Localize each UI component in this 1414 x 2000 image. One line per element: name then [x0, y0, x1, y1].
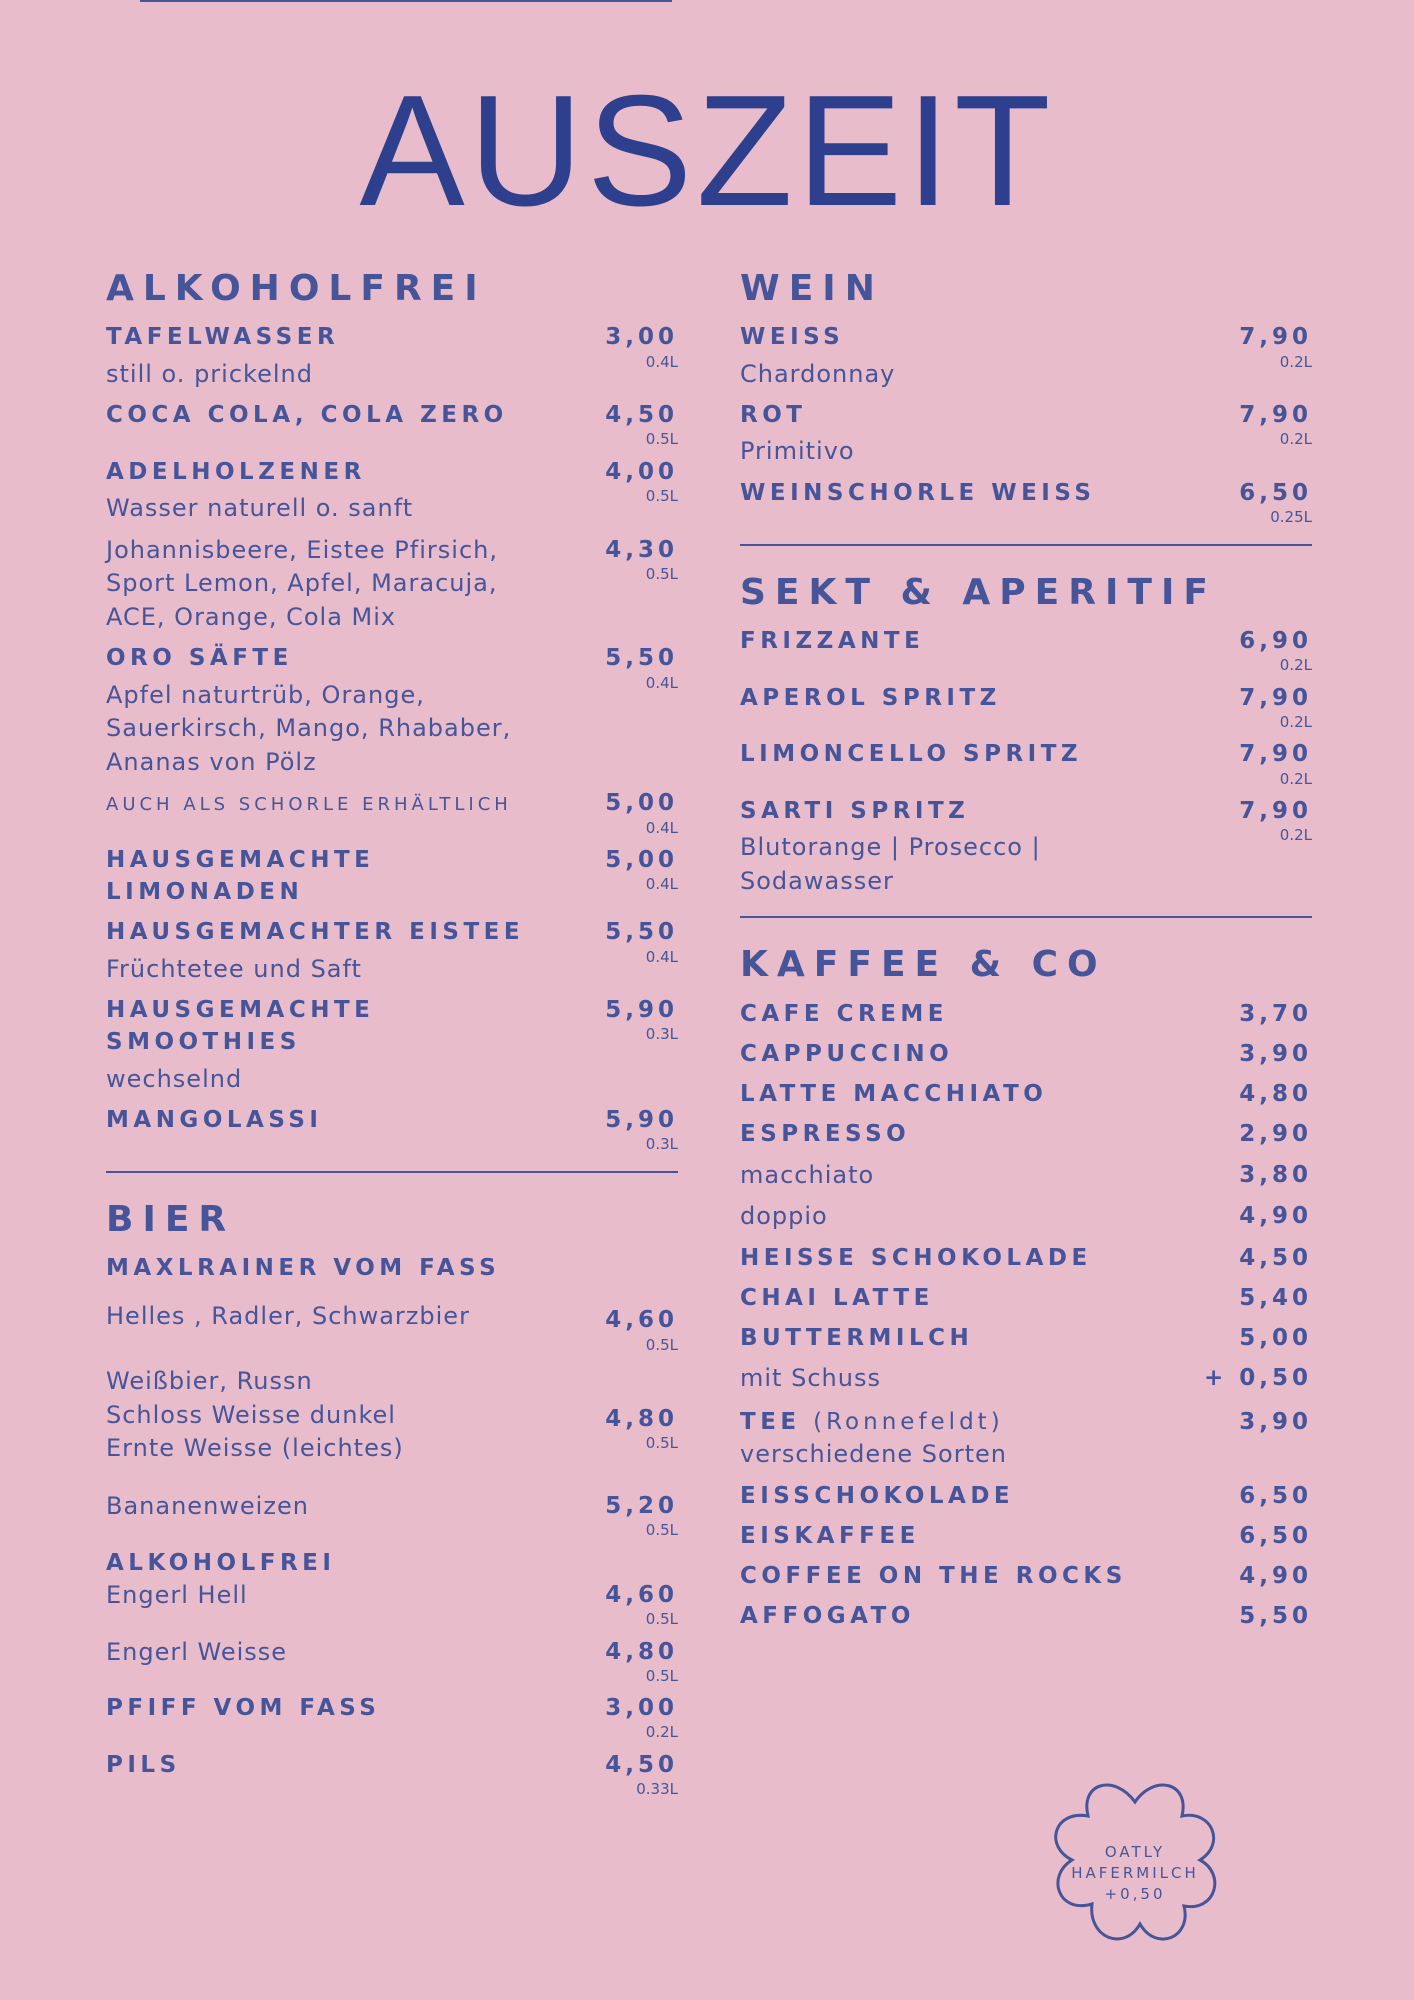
item-name: ADELHOLZENER [106, 458, 366, 485]
item-desc: Chardonnay [740, 359, 896, 388]
item-text [740, 1520, 1202, 1552]
item-price-block [1202, 1242, 1312, 1274]
menu-item-engerl-weisse [106, 1636, 678, 1685]
menu-item-engerl-hell [106, 1579, 678, 1628]
item-price: 3,90 [1239, 1041, 1312, 1068]
top-divider-line [140, 0, 672, 2]
item-name: LATTE MACCHIATO [740, 1081, 1048, 1108]
menu-item [740, 321, 1312, 391]
menu-item [740, 1520, 1312, 1552]
item-volume: 0.4L [645, 947, 678, 966]
item-desc: Blutorange | Prosecco | Sodawasser [740, 833, 1041, 895]
item-desc: Apfel naturtrüb, Orange, Sauerkirsch, Mango, Rhababer, Ananas von Pölz [106, 680, 512, 776]
item-name: FRIZZANTE [740, 628, 925, 655]
item-desc: Bananenweizen [106, 1491, 309, 1520]
item-price: 5,00 [605, 790, 678, 817]
menu-item [740, 399, 1312, 469]
item-name: HAUSGEMACHTE LIMONADEN [106, 847, 375, 906]
item-desc: still o. prickelnd [106, 359, 313, 388]
item-text [740, 795, 1202, 898]
item-name: EISKAFFEE [740, 1522, 920, 1549]
item-price-block [568, 916, 678, 965]
item-price: 6,50 [1239, 1482, 1312, 1509]
bier-subtitle-alkoholfrei: ALKOHOLFREI [106, 1549, 336, 1576]
divider-alkoholfrei [106, 1171, 678, 1173]
item-price-block [1202, 477, 1312, 526]
item-name: WEISS [740, 324, 845, 351]
item-price-block [1202, 1038, 1312, 1070]
item-text [740, 1362, 1202, 1396]
section-title-alkoholfrei: ALKOHOLFREI [106, 268, 487, 309]
item-price: 5,50 [1239, 1603, 1312, 1630]
item-price: 6,90 [1239, 628, 1312, 655]
item-price-block [1202, 682, 1312, 731]
item-name: WEINSCHORLE WEISS [740, 479, 1096, 506]
item-volume: 0.2L [1279, 769, 1312, 788]
item-price: 3,70 [1239, 1000, 1312, 1027]
item-desc: verschiedene Sorten [740, 1440, 1007, 1469]
item-text [740, 1480, 1202, 1512]
item-volume: 0.2L [1279, 656, 1312, 675]
item-price-block [1202, 1520, 1312, 1552]
item-text [740, 998, 1202, 1030]
menu-item [740, 738, 1312, 787]
item-price: 4,60 [605, 1307, 678, 1334]
item-name: EISSCHOKOLADE [740, 1482, 1015, 1509]
item-desc: Ernte Weisse (leichtes) [106, 1434, 404, 1463]
item-price: 7,90 [1239, 684, 1312, 711]
item-text [740, 625, 1202, 657]
item-name: TAFELWASSER [106, 324, 340, 351]
item-text [740, 682, 1202, 714]
item-text [106, 534, 568, 635]
item-text [740, 321, 1202, 391]
item-desc: Engerl Weisse [106, 1637, 288, 1666]
item-text [740, 1078, 1202, 1110]
item-desc: macchiato [740, 1160, 875, 1189]
item-name: PFIFF VOM FASS [106, 1695, 381, 1722]
menu-item [740, 998, 1312, 1030]
item-price-block [1202, 625, 1312, 674]
item-name: CAFE CREME [740, 1000, 949, 1027]
item-name: ESPRESSO [740, 1121, 911, 1148]
item-price-block [1202, 1078, 1312, 1110]
item-price-block [568, 456, 678, 505]
menu-item [740, 477, 1312, 526]
item-volume: 0.5L [645, 1521, 678, 1540]
item-price: 2,90 [1239, 1121, 1312, 1148]
divider-sekt [740, 916, 1312, 918]
menu-item [740, 1200, 1312, 1234]
item-text [740, 1560, 1202, 1592]
item-price: 7,90 [1239, 798, 1312, 825]
item-price: 5,40 [1239, 1284, 1312, 1311]
oatly-note [1050, 1842, 1220, 1905]
item-name: ROT [740, 402, 807, 429]
menu-item [106, 994, 678, 1096]
item-brand: (Ronnefeldt) [813, 1408, 1004, 1435]
item-price: 5,00 [1239, 1325, 1312, 1352]
item-name: CAPPUCCINO [740, 1041, 954, 1068]
item-desc: doppio [740, 1202, 828, 1231]
menu-item [106, 844, 678, 908]
bier-subtitle-fass: MAXLRAINER VOM FASS [106, 1255, 501, 1282]
item-text [740, 399, 1202, 469]
menu-item-weissbier [106, 1365, 678, 1466]
item-name: APEROL SPRITZ [740, 684, 1001, 711]
item-desc: Weißbier, Russn [106, 1367, 313, 1396]
item-text [740, 1600, 1202, 1632]
item-desc: Engerl Hell [106, 1580, 248, 1609]
item-price-block [568, 399, 678, 448]
brand-title: AUSZEIT [359, 63, 1055, 239]
item-volume: 0.5L [645, 430, 678, 449]
item-text [740, 477, 1202, 509]
menu-item [740, 682, 1312, 731]
alkoholfrei-list [106, 321, 678, 1153]
divider-wein [740, 544, 1312, 546]
menu-item [106, 1104, 678, 1153]
item-desc: Schloss Weisse dunkel [106, 1400, 396, 1429]
item-name: SARTI SPRITZ [740, 798, 970, 825]
menu-item-bananenweizen [106, 1490, 678, 1539]
item-price: 4,90 [1239, 1203, 1312, 1230]
item-price-block [568, 994, 678, 1043]
item-desc: Primitivo [740, 437, 855, 466]
item-name: COFFEE ON THE ROCKS [740, 1563, 1127, 1590]
menu-item [740, 625, 1312, 674]
item-price: 4,60 [605, 1581, 678, 1608]
item-volume: 0.5L [645, 487, 678, 506]
item-name: MANGOLASSI [106, 1107, 323, 1134]
item-price: 6,50 [1239, 479, 1312, 506]
item-volume: 0.2L [1279, 712, 1312, 731]
item-price: 5,20 [605, 1492, 678, 1519]
kaffee-list [740, 998, 1312, 1396]
item-text [740, 1118, 1202, 1150]
item-name: ORO SÄFTE [106, 645, 293, 672]
item-volume: 0.4L [645, 352, 678, 371]
menu-item [740, 1560, 1312, 1592]
item-text [106, 642, 568, 779]
menu-item [106, 787, 678, 836]
menu-item [740, 1078, 1312, 1110]
item-volume: 0.2L [645, 1723, 678, 1742]
item-volume: 0.33L [636, 1780, 678, 1799]
item-price: 6,50 [1239, 1522, 1312, 1549]
item-price-block [1202, 1560, 1312, 1592]
item-volume: 0.2L [1279, 430, 1312, 449]
item-price-block [1202, 1600, 1312, 1632]
item-name: LIMONCELLO SPRITZ [740, 741, 1083, 768]
section-title-sekt: SEKT & APERITIF [740, 571, 1217, 613]
menu-item [106, 321, 678, 391]
item-text [740, 1038, 1202, 1070]
item-price: 7,90 [1239, 741, 1312, 768]
menu-item [740, 1038, 1312, 1070]
section-title-bier: BIER [106, 1198, 236, 1240]
menu-item [740, 1282, 1312, 1314]
menu-item-helles [106, 1294, 678, 1353]
kaffee-list-2 [740, 1480, 1312, 1633]
item-name: HAUSGEMACHTE SMOOTHIES [106, 997, 375, 1056]
item-text [106, 916, 568, 986]
menu-item [740, 1322, 1312, 1354]
item-note: AUCH ALS SCHORLE ERHÄLTLICH [106, 794, 512, 816]
item-price-block [1202, 1159, 1312, 1191]
item-text [106, 399, 568, 431]
item-price-block [568, 642, 678, 691]
item-name: HAUSGEMACHTER EISTEE [106, 919, 525, 946]
menu-item [106, 534, 678, 635]
item-volume: 0.5L [645, 1666, 678, 1685]
item-text [740, 1242, 1202, 1274]
item-price: 4,80 [605, 1406, 678, 1433]
item-volume: 0.5L [645, 564, 678, 583]
item-volume: 0.2L [1279, 352, 1312, 371]
item-price-block [1202, 1362, 1312, 1394]
item-price-block [568, 844, 678, 893]
item-volume: 0.4L [645, 818, 678, 837]
menu-item [106, 916, 678, 986]
oatly-line3: +0,50 [1104, 1885, 1166, 1903]
item-price: 4,50 [1239, 1244, 1312, 1271]
item-text [740, 738, 1202, 770]
item-volume: 0.3L [645, 1025, 678, 1044]
item-price-block [1202, 1480, 1312, 1512]
item-price: 4,80 [605, 1638, 678, 1665]
menu-item [740, 1118, 1312, 1150]
item-text [106, 994, 568, 1096]
item-price-block [1202, 1282, 1312, 1314]
item-price-block [1202, 738, 1312, 787]
item-name: TEE [740, 1408, 801, 1435]
item-name: HEISSE SCHOKOLADE [740, 1244, 1092, 1271]
section-title-kaffee: KAFFEE & CO [740, 944, 1107, 986]
item-price: 4,30 [605, 536, 678, 563]
menu-item [740, 1600, 1312, 1632]
menu-item-tee [740, 1406, 1312, 1472]
item-price: 5,50 [605, 645, 678, 672]
item-name: CHAI LATTE [740, 1284, 934, 1311]
item-desc: Wasser naturell o. sanft [106, 494, 414, 523]
item-volume: 0.2L [1279, 826, 1312, 845]
item-text [740, 1200, 1202, 1234]
menu-item [106, 642, 678, 779]
item-price-block [1202, 1322, 1312, 1354]
item-price: 3,00 [605, 1695, 678, 1722]
item-desc: Helles , Radler, Schwarzbier [106, 1302, 470, 1331]
item-text [106, 456, 568, 526]
item-text [106, 844, 568, 908]
item-volume: 0.25L [1270, 508, 1312, 527]
item-price: 7,90 [1239, 402, 1312, 429]
item-name: AFFOGATO [740, 1603, 915, 1630]
item-price-block [568, 321, 678, 370]
item-price-block [1202, 795, 1312, 844]
item-volume: 0.5L [645, 1335, 678, 1354]
menu-item-pils [106, 1749, 678, 1798]
item-volume: 0.5L [645, 1434, 678, 1453]
item-text [740, 1322, 1202, 1354]
left-column [106, 268, 678, 1806]
item-desc: Johannisbeere, Eistee Pfirsich, Sport Lemon, Apfel, Maracuja, ACE, Orange, Cola Mix [106, 535, 498, 631]
item-price-block [1202, 1200, 1312, 1232]
right-column [740, 268, 1312, 1640]
item-price: 5,90 [605, 1107, 678, 1134]
item-price-block [568, 534, 678, 583]
item-price: 7,90 [1239, 324, 1312, 351]
item-volume: 0.4L [645, 875, 678, 894]
item-price: 5,90 [605, 997, 678, 1024]
menu-item [740, 1362, 1312, 1396]
item-name: BUTTERMILCH [740, 1325, 974, 1352]
item-price: 4,50 [605, 1751, 678, 1778]
item-text [740, 1282, 1202, 1314]
item-price-block [568, 1104, 678, 1153]
menu-item [740, 1480, 1312, 1512]
item-price: 5,00 [605, 847, 678, 874]
item-price-block [1202, 399, 1312, 448]
sekt-list [740, 625, 1312, 898]
menu-item-pfiff [106, 1692, 678, 1741]
item-volume: 0.3L [645, 1135, 678, 1154]
item-price: 3,80 [1239, 1161, 1312, 1188]
item-text [106, 321, 568, 391]
item-price: + 0,50 [1203, 1365, 1312, 1392]
item-desc: Früchtetee und Saft [106, 954, 362, 983]
item-price-block [1202, 998, 1312, 1030]
item-price: 5,50 [605, 919, 678, 946]
item-text [106, 1104, 568, 1136]
item-volume: 0.5L [645, 1610, 678, 1628]
item-name: PILS [106, 1751, 181, 1778]
menu-item [740, 1159, 1312, 1193]
item-price: 4,00 [605, 458, 678, 485]
item-price-block [568, 787, 678, 836]
item-desc: wechselnd [106, 1064, 243, 1093]
oatly-line1: OATLY [1104, 1843, 1166, 1861]
item-price: 3,90 [1239, 1408, 1312, 1435]
item-volume: 0.4L [645, 673, 678, 692]
item-text [740, 1159, 1202, 1193]
item-price-block [1202, 321, 1312, 370]
item-price: 4,80 [1239, 1081, 1312, 1108]
section-title-wein: WEIN [740, 268, 884, 309]
item-name: COCA COLA, COLA ZERO [106, 402, 508, 429]
menu-item [740, 795, 1312, 898]
item-price: 4,90 [1239, 1563, 1312, 1590]
item-text [106, 787, 568, 816]
item-price: 3,00 [605, 324, 678, 351]
item-price: 4,50 [605, 402, 678, 429]
menu-item [740, 1242, 1312, 1274]
wein-list [740, 321, 1312, 525]
oatly-line2: HAFERMILCH [1071, 1864, 1199, 1882]
item-price-block [1202, 1118, 1312, 1150]
menu-item [106, 399, 678, 448]
menu-item [106, 456, 678, 526]
item-desc: mit Schuss [740, 1364, 881, 1393]
